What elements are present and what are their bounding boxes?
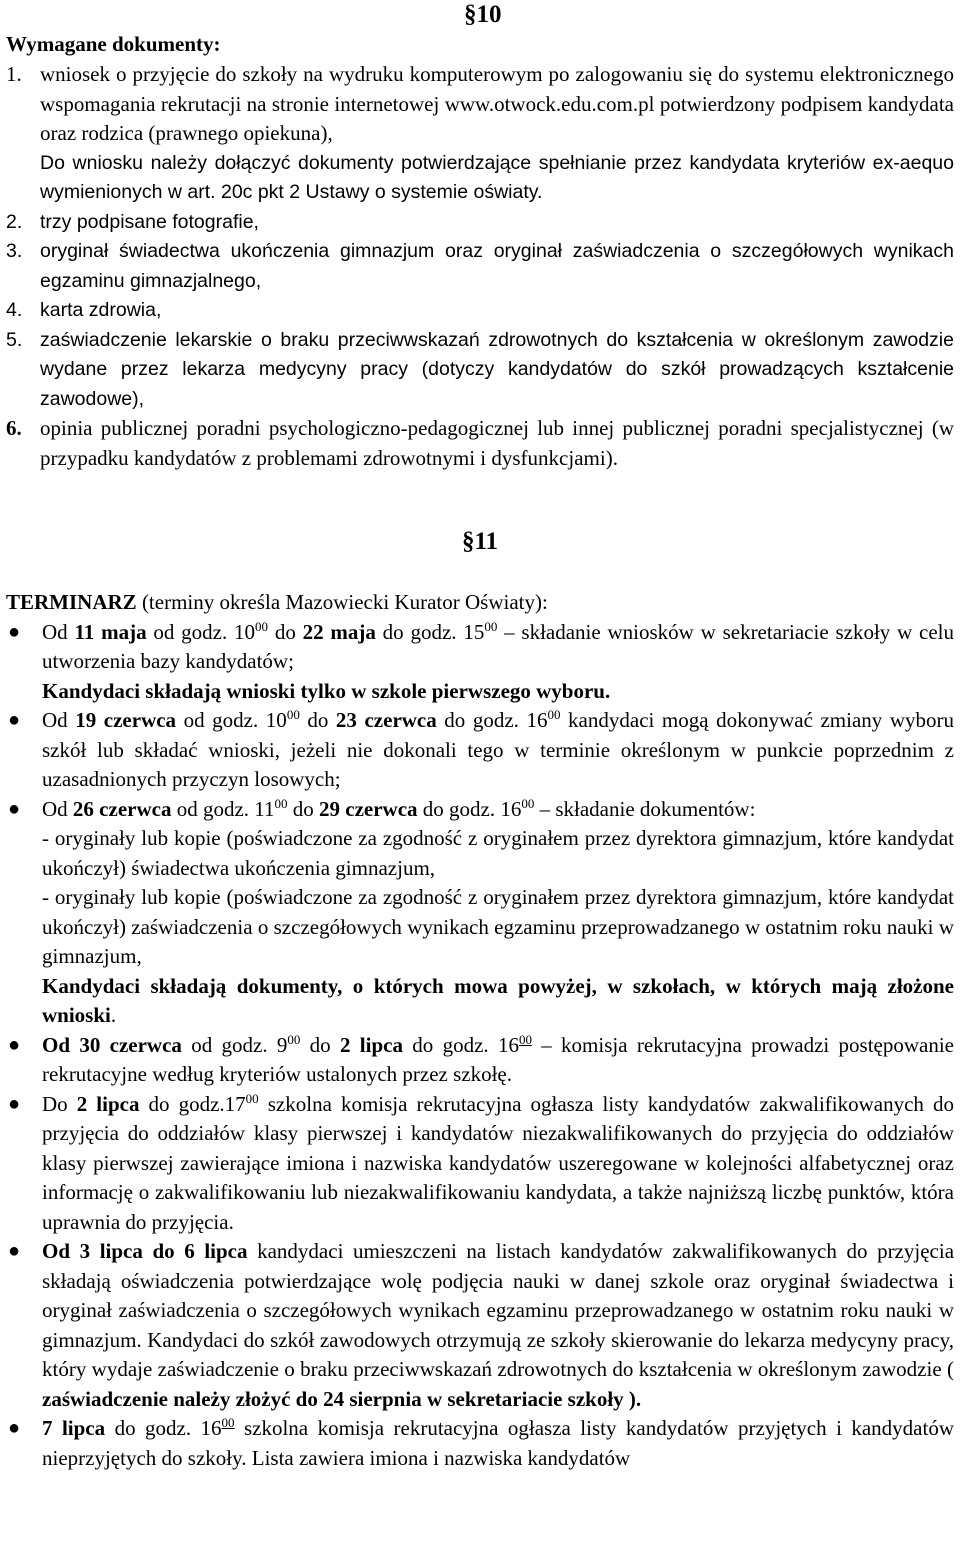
text-run: Od	[42, 796, 73, 821]
text-run: do godz. 15	[375, 619, 485, 644]
text-run: do	[287, 796, 319, 821]
schedule-item-text	[42, 1090, 954, 1238]
list-item-number: 1.	[6, 62, 22, 86]
time-minutes: 00	[287, 1031, 301, 1047]
list-item	[6, 326, 954, 415]
time-minutes: 00	[547, 707, 561, 722]
list-item-text: karta zdrowia,	[40, 299, 162, 321]
schedule-heading	[6, 588, 954, 618]
schedule-item-text	[42, 1414, 954, 1473]
bullet-icon: ●	[8, 1092, 21, 1115]
sub-item-text: - oryginały lub kopie (poświadczone za zgodność z oryginałem przez dyrektora gimnazjum, które kandydat ukończył) świadectwa ukończenia gimnazjum,	[42, 826, 954, 880]
date: 2 lipca	[339, 1032, 403, 1057]
text-run: do godz. 16	[105, 1416, 222, 1440]
text-run: do godz. 16	[436, 708, 548, 732]
list-item-text: Do wniosku należy dołączyć dokumenty potwierdzające spełnianie przez kandydata kryteriów ex-aequo wymienionych w art. 20c pkt 2 Ustawy o systemie oświaty.	[40, 151, 954, 203]
date: 19 czerwca	[75, 708, 177, 732]
list-item-number: 6.	[6, 416, 22, 440]
sub-item-text: - oryginały lub kopie (poświadczone za zgodność z oryginałem przez dyrektora gimnazjum, które kandydat ukończył) zaświadczenia o szczegółowych wynikach egzaminu przeprowadzanego w ostatnim roku nauki w gimnazjum,	[42, 885, 954, 968]
bullet-icon: ●	[8, 1033, 21, 1056]
schedule-item-text	[42, 1237, 954, 1414]
required-documents-list	[6, 60, 954, 473]
time-minutes: 00	[245, 1090, 259, 1106]
list-item	[6, 414, 954, 473]
schedule-item	[6, 1237, 954, 1414]
schedule-item	[6, 1414, 954, 1473]
text-run: do	[268, 619, 303, 644]
time-minutes: 00	[518, 1031, 532, 1047]
list-item-number: 2.	[6, 210, 23, 233]
text-run: Od	[42, 708, 76, 732]
schedule	[6, 588, 954, 1473]
date: 29 czerwca	[319, 796, 418, 821]
date: 22 maja	[302, 619, 376, 644]
required-documents-heading: Wymagane dokumenty:	[6, 32, 221, 56]
list-item-text: trzy podpisane fotografie,	[40, 210, 259, 233]
list-item	[6, 208, 954, 238]
text-run: od godz. 9	[181, 1032, 288, 1057]
schedule-item	[6, 618, 954, 707]
time-minutes: 00	[274, 795, 288, 811]
text-run: – komisja rekrutacyjna prowadzi postępowanie rekrutacyjne według kryteriów ustalonych przez szkołę.	[42, 1032, 955, 1086]
list-item-text: wniosek o przyjęcie do szkoły na wydruku komputerowym po zalogowaniu się do systemu elektronicznego wspomagania rekrutacji na stronie internetowej www.otwock.edu.com.pl potwierdzony podpisem kandydata oraz rodzica (prawnego opiekuna),	[40, 62, 954, 145]
list-item-number	[6, 149, 40, 208]
bullet-icon: ●	[8, 709, 21, 731]
bullet-icon: ●	[8, 1240, 21, 1262]
list-item	[6, 60, 954, 149]
text-run: – składanie wniosków w sekretariacie szkoły w celu utworzenia bazy kandydatów;	[42, 619, 954, 673]
text-run: do godz. 16	[417, 796, 522, 821]
list-item-number: 5.	[6, 328, 23, 351]
list-item	[6, 237, 954, 296]
time-minutes: 00	[484, 618, 498, 634]
date: 26 czerwca	[72, 796, 172, 821]
emphasis-text: Kandydaci składają wnioski tylko w szkole pierwszego wyboru.	[42, 678, 611, 703]
schedule-item-text	[42, 618, 954, 707]
schedule-item-text	[42, 1031, 954, 1090]
schedule-note: (terminy określa Mazowiecki Kurator Oświaty):	[136, 590, 548, 614]
text-run: kandydaci mogą dokonywać zmiany wyboru szkół lub składać wnioski, jeżeli nie dokonali tego w terminie określonym w punkcie poprzednim z uzasadnionych przyczyn losowych;	[42, 708, 955, 791]
text-run: od godz. 10	[146, 619, 256, 644]
schedule-title: TERMINARZ	[6, 590, 137, 614]
text-run: szkolna komisja rekrutacyjna ogłasza listy kandydatów zakwalifikowanych do przyjęcia do oddziałów klasy pierwszej i kandydatów niezakwalifikowanych do przyjęcia do oddziałów klasy pierwszej zawierające imiona i nazwiska kandydatów uszeregowane w kolejności alfabetycznej oraz informację o zakwalifikowaniu lub niezakwalifikowaniu kandydata, a także najniższą liczbę punktów, która uprawnia do przyjęcia.	[42, 1091, 954, 1234]
time-minutes: 00	[255, 618, 269, 634]
bullet-icon: ●	[8, 620, 21, 643]
text-run: do godz. 16	[402, 1032, 519, 1057]
text-run: od godz. 10	[176, 708, 287, 732]
time-minutes: 00	[221, 1415, 235, 1430]
schedule-item	[6, 1031, 954, 1090]
list-item-text: oryginał świadectwa ukończenia gimnazjum oraz oryginał zaświadczenia o szczegółowych wynikach egzaminu gimnazjalnego,	[40, 240, 954, 292]
date: Od 3 lipca do 6 lipca	[42, 1239, 248, 1263]
text-run: Od	[42, 619, 75, 644]
schedule-item	[6, 706, 954, 795]
list-item	[6, 149, 954, 208]
date: 2 lipca	[76, 1091, 140, 1116]
time-minutes: 00	[521, 795, 535, 811]
text-run: Do	[42, 1091, 77, 1116]
text-run: od godz. 11	[171, 796, 275, 821]
bullet-icon: ●	[8, 1417, 21, 1439]
section-11-heading: §11	[461, 528, 499, 555]
list-item-text: opinia publicznej poradni psychologiczno-pedagogicznej lub innej publicznej poradni specjalistycznej (w przypadku kandydatów z problemami zdrowotnymi i dysfunkcjami).	[40, 416, 954, 470]
section-10-heading: §10	[464, 1, 502, 28]
text-run: do godz.17	[139, 1091, 246, 1116]
text-run: .	[110, 1003, 117, 1027]
text-run: – składanie dokumentów:	[534, 796, 756, 821]
time-minutes: 00	[286, 707, 300, 722]
list-item-text: zaświadczenie lekarskie o braku przeciwwskazań zdrowotnych do kształcenia w określonym zawodzie wydane przez lekarza medycyny pracy (dotyczy kandydatów do szkół prowadzących kształcenie zawodowe),	[40, 328, 954, 410]
schedule-item-text	[42, 795, 954, 1031]
text-run: szkolna komisja rekrutacyjna ogłasza listy kandydatów przyjętych i kandydatów nieprzyjętych do szkoły. Lista zawiera imiona i nazwiska kandydatów	[42, 1416, 954, 1470]
emphasis-text: Kandydaci składają dokumenty, o których mowa powyżej, w szkołach, w których mają złożone wnioski	[42, 973, 954, 1027]
text-run: do	[299, 708, 336, 732]
list-item-number: 3.	[6, 240, 23, 262]
text-run: do	[300, 1032, 340, 1057]
schedule-item	[6, 1090, 954, 1238]
date: 7 lipca	[42, 1416, 106, 1440]
date: 11 maja	[74, 619, 147, 644]
text-run: kandydaci umieszczeni na listach kandydatów zakwalifikowanych do przyjęcia składają oświadczenia potwierdzające wolę podjęcia nauki w danej szkole oraz oryginał świadectwa i oryginał zaświadczenia o szczegółowych wynikach egzaminu przeprowadzanego w ostatnim roku nauki w gimnazjum. Kandydaci do szkół zawodowych otrzymują ze szkoły skierowanie do lekarza medycyny pracy, który wydaje zaświadczenie o braku przeciwwskazań zdrowotnych do kształcenia w określonym zawodzie (	[42, 1239, 955, 1381]
schedule-item-text	[42, 706, 954, 795]
date: 23 czerwca	[335, 708, 437, 732]
schedule-item	[6, 795, 954, 1031]
bullet-icon: ●	[8, 797, 21, 820]
list-item-number: 4.	[6, 299, 23, 321]
list-item	[6, 296, 954, 326]
date: Od 30 czerwca	[42, 1032, 182, 1057]
emphasis-text: zaświadczenie należy złożyć do 24 sierpnia w sekretariacie szkoły ).	[42, 1386, 642, 1411]
